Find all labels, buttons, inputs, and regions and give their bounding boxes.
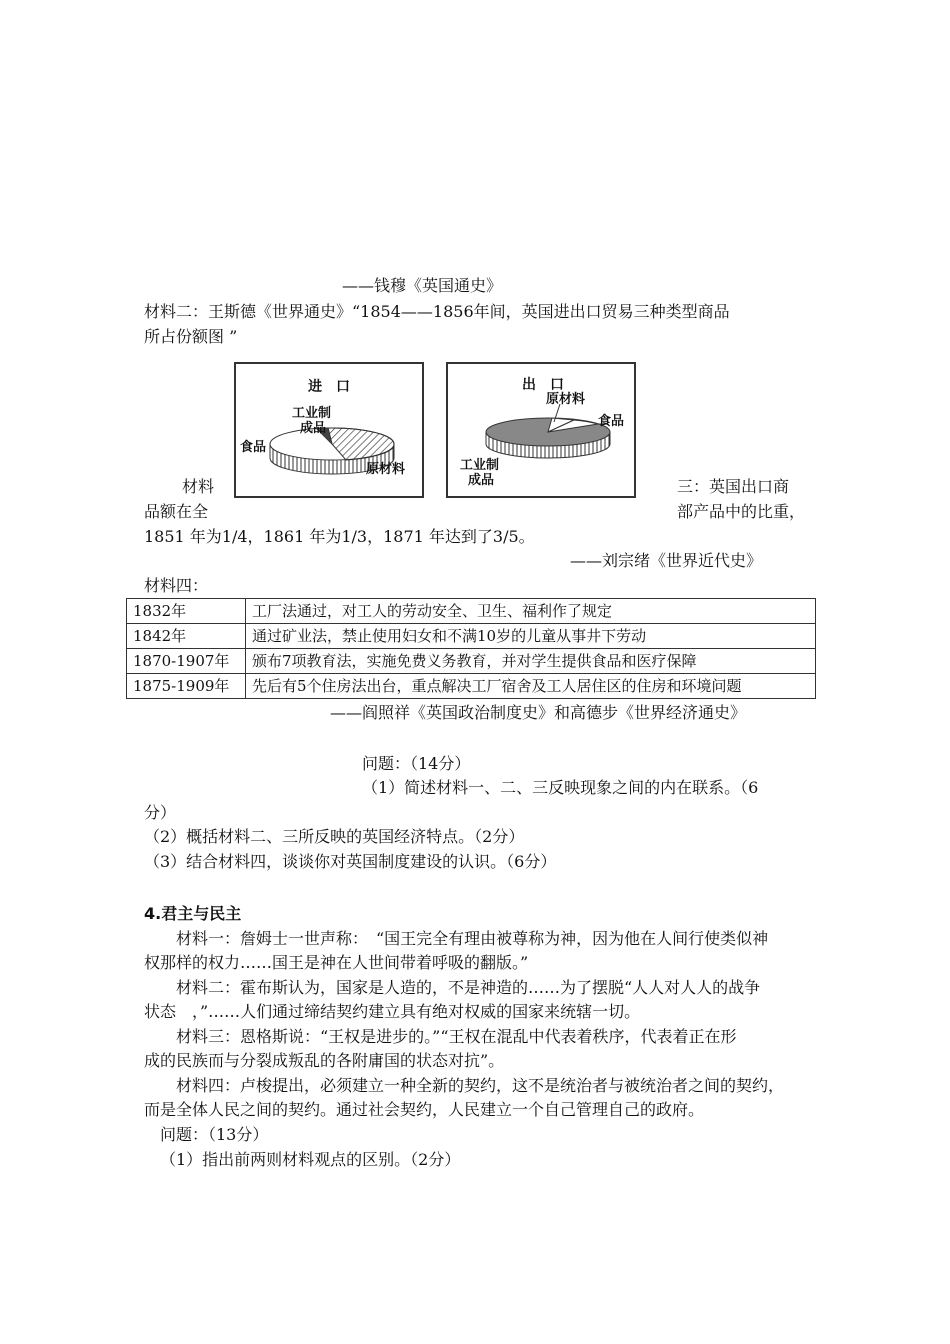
questions3-q1-line1: （1）简述材料一、二、三反映现象之间的内在联系。（6 <box>362 778 759 797</box>
import-pie-chart <box>234 362 424 498</box>
questions3-q2: （2）概括材料二、三所反映的英国经济特点。（2分） <box>144 827 525 846</box>
import-chart-title: 进 口 <box>308 379 350 395</box>
section4-m4-l2: 而是全体人民之间的契约。通过社会契约，人民建立一个自己管理自己的政府。 <box>144 1100 705 1119</box>
section4-m2-l1: 材料二：霍布斯认为，国家是人造的，不是神造的……为了摆脱“人人对人人的战争 <box>176 978 761 997</box>
import-label-food: 食品 <box>240 440 267 455</box>
table-row <box>127 624 816 649</box>
material3-source: ——刘宗绪《世界近代史》 <box>570 551 763 570</box>
material2-line2: 所占份额图 ” <box>144 327 238 346</box>
table-cell-text: 通过矿业法，禁止使用妇女和不满10岁的儿童从事井下劳动 <box>246 624 816 649</box>
export-pie-chart <box>446 362 636 498</box>
section4-q-header: 问题：（13分） <box>160 1125 269 1144</box>
table-cell-text: 工厂法通过，对工人的劳动安全、卫生、福利作了规定 <box>246 599 816 624</box>
import-label-manufactured-2: 成品 <box>300 421 327 436</box>
table-row <box>127 649 816 674</box>
questions3-q3: （3）结合材料四，谈谈你对英国制度建设的认识。（6分） <box>144 852 557 871</box>
table-row <box>127 599 816 624</box>
material3-line3: 1851 年为1/4，1861 年为1/3，1871 年达到了3/5。 <box>144 527 535 546</box>
questions3-header: 问题：（14分） <box>362 754 471 773</box>
source-qianmu: ——钱穆《英国通史》 <box>342 276 503 295</box>
table-cell-year: 1842年 <box>127 624 246 649</box>
export-chart-title: 出 口 <box>522 377 564 393</box>
import-label-raw: 原材料 <box>366 462 406 477</box>
material3-left2: 品额在全 <box>144 502 209 521</box>
material3-right1: 三：英国出口商 <box>677 477 790 496</box>
section4-q1: （1）指出前两则材料观点的区别。（2分） <box>160 1150 461 1169</box>
table-cell-text: 颁布7项教育法，实施免费义务教育，并对学生提供食品和医疗保障 <box>246 649 816 674</box>
table-cell-year: 1832年 <box>127 599 246 624</box>
material4-label: 材料四： <box>144 576 209 595</box>
section4-m3-l1: 材料三：恩格斯说：“王权是进步的。”“王权在混乱中代表着秩序，代表着正在形 <box>176 1027 737 1046</box>
section4-m3-l2: 成的民族而与分裂成叛乱的各附庸国的状态对抗”。 <box>144 1051 505 1070</box>
table-cell-year: 1875-1909年 <box>127 674 246 699</box>
export-label-manufactured-1: 工业制 <box>460 458 500 473</box>
material3-right2: 部产品中的比重， <box>677 502 806 521</box>
material2-line1: 材料二：王斯德《世界通史》“1854——1856年间，英国进出口贸易三种类型商品 <box>144 302 730 321</box>
export-label-food: 食品 <box>598 414 625 429</box>
material3-left1: 材料 <box>182 477 215 496</box>
table-row <box>127 674 816 699</box>
export-label-manufactured-2: 成品 <box>468 473 495 488</box>
table-cell-text: 先后有5个住房法出台，重点解决工厂宿舍及工人居住区的住房和环境问题 <box>246 674 816 699</box>
section4-m4-l1: 材料四：卢梭提出，必须建立一种全新的契约，这不是统治者与被统治者之间的契约， <box>176 1076 785 1095</box>
questions3-q1-line2: 分） <box>144 803 177 822</box>
material4-table <box>126 598 816 699</box>
table-cell-year: 1870-1907年 <box>127 649 246 674</box>
export-label-raw: 原材料 <box>546 392 586 407</box>
material4-source: ——阎照祥《英国政治制度史》和高德步《世界经济通史》 <box>330 703 747 722</box>
import-label-manufactured-1: 工业制 <box>292 406 332 421</box>
section4-m2-l2: 状态 ，”……人们通过缔结契约建立具有绝对权威的国家来统辖一切。 <box>144 1002 641 1021</box>
section4-m1-l2: 权那样的权力……国王是神在人世间带着呼吸的翻版。” <box>144 953 529 972</box>
section4-title: 4.君主与民主 <box>144 904 242 923</box>
section4-m1-l1: 材料一：詹姆士一世声称： “国王完全有理由被尊称为神，因为他在人间行使类似神 <box>176 929 769 948</box>
